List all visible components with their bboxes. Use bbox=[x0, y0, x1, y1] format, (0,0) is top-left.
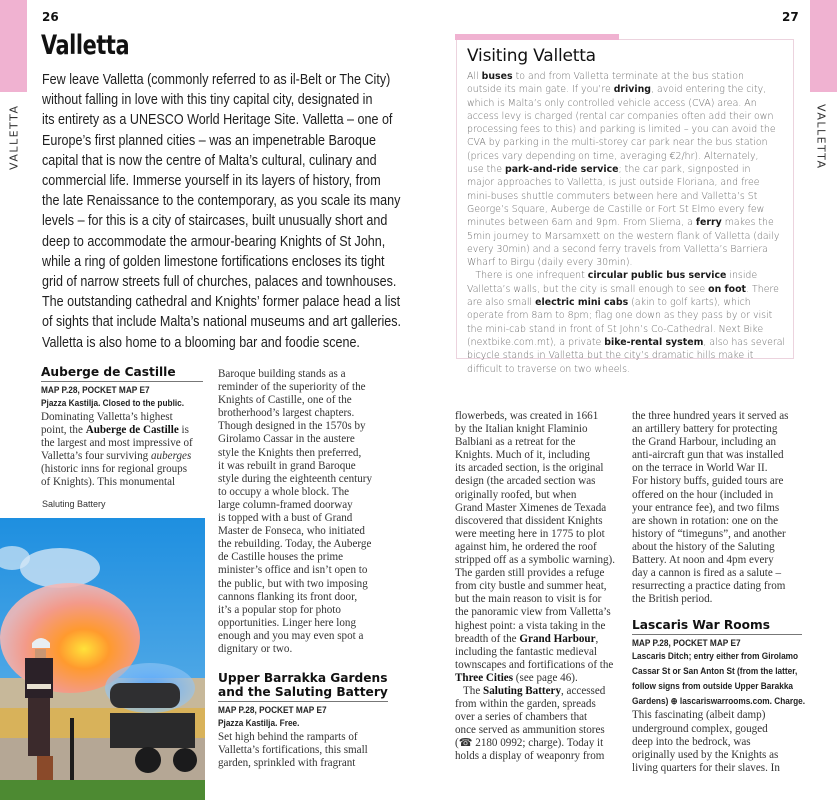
body-line: Knights. Much of it, including bbox=[455, 449, 590, 462]
bold-term: Three Cities bbox=[455, 671, 514, 684]
body-line: of Knights). This monumental bbox=[41, 476, 176, 489]
body-line: is topped with a bust of Grand bbox=[218, 512, 353, 525]
visiting-line: which is Malta’s only controlled vehicle access (CVA) area. An bbox=[467, 97, 757, 109]
bold-term: park-and-ride service bbox=[504, 164, 619, 176]
intro-line: of sights that include Malta’s national museums and art galleries. bbox=[42, 314, 402, 331]
intro-line: Europe’s first planned cities – was an impenetrable Baroque bbox=[42, 132, 376, 149]
body-line: Grand Master Ximenes de Texada bbox=[455, 501, 607, 514]
photo-caption: Saluting Battery bbox=[42, 499, 106, 509]
photo-illustration bbox=[0, 518, 205, 800]
body-line: the largest and most impressive of bbox=[41, 437, 193, 450]
intro-line: without falling in love with this tiny capital city, designated in bbox=[42, 92, 373, 109]
map-reference: MAP P.28, POCKET MAP E7 bbox=[218, 705, 327, 716]
intro-line: capital that is now the centre of Malta’s cultural, culinary and bbox=[42, 152, 377, 169]
body-line: stripped off as a symbolic warning). bbox=[455, 554, 616, 567]
entry-body-barrakka-c bbox=[455, 410, 625, 764]
page-title: Valletta bbox=[41, 30, 130, 61]
visiting-line: the mini-cab stand in front of St John’s Co-Cathedral. Next Bike bbox=[467, 323, 764, 335]
bold-term: buses bbox=[481, 71, 513, 82]
body-line: minister’s office and isn’t open to bbox=[218, 564, 368, 577]
body-line: flowerbeds, was created in 1661 bbox=[455, 410, 599, 422]
body-line: cannons flanking its front door, bbox=[218, 590, 358, 603]
section-label-left: VALLETTA bbox=[7, 104, 21, 170]
bold-term: on foot bbox=[708, 283, 747, 295]
visiting-box-title: Visiting Valletta bbox=[467, 46, 596, 66]
entry-heading-barrakka bbox=[218, 671, 388, 702]
entry-body-barrakka-d bbox=[632, 410, 802, 606]
column-c bbox=[455, 410, 625, 764]
body-line: deep into the bedrock, was bbox=[632, 735, 751, 748]
body-line: Girolamo Cassar in the austere bbox=[218, 433, 355, 446]
body-line: underground complex, gouged bbox=[632, 722, 768, 735]
body-line: (historic inns for regional groups bbox=[41, 463, 188, 476]
body-line: offered on the hour (included in bbox=[632, 488, 774, 501]
body-line: against him, he ordered the roof bbox=[455, 540, 597, 553]
body-line: Valletta’s fortifications, this small bbox=[218, 744, 368, 757]
bold-term: circular public bus service bbox=[587, 270, 727, 282]
intro-line: deep to accommodate the armour-bearing Knights of St John, bbox=[42, 233, 386, 250]
body-line: by the Italian knight Flaminio bbox=[455, 423, 588, 436]
body-line: an artillery battery for protecting bbox=[632, 423, 778, 436]
visiting-line: All buses to and from Valletta terminate at the bus station bbox=[467, 71, 744, 82]
address-line: Gardens) ⊕ lascariswarrooms.com. Charge. bbox=[632, 696, 806, 707]
body-line: style the Knights then preferred, bbox=[218, 446, 362, 459]
visiting-line: George’s Square, Auberge de Castille or Fort St Elmo every few bbox=[467, 203, 765, 215]
body-line: including the fantastic medieval bbox=[455, 645, 598, 658]
visiting-line: There is one infrequent circular public bus service inside bbox=[475, 270, 758, 282]
body-line: de Castille houses the prime bbox=[218, 551, 344, 564]
body-line: brotherhood’s largest chapters. bbox=[218, 407, 355, 420]
body-line: from city bustle and summer heat, bbox=[455, 580, 607, 593]
body-line: the British period. bbox=[632, 593, 713, 606]
visiting-line: (prices vary depending on time, averaging €2/hr). Alternately, bbox=[467, 150, 759, 162]
body-line: holds a display of weaponry from bbox=[455, 750, 605, 763]
body-line: Set high behind the ramparts of bbox=[218, 731, 358, 744]
visiting-line: operate from 8am to 8pm; flag one down as they pass by or visit bbox=[467, 310, 773, 322]
body-line: large column-framed doorway bbox=[218, 498, 353, 511]
body-line: living quarters for their slaves. In bbox=[632, 761, 780, 774]
bold-term: Saluting Battery bbox=[483, 684, 561, 697]
visiting-line: (nextbike.com.mt), a private bike-rental system, also has several bbox=[467, 336, 786, 348]
intro-line: Few leave Valletta (commonly referred to as il-Belt or The City) bbox=[42, 72, 391, 88]
intro-line: its entirety as a UNESCO World Heritage Site. Valletta – one of bbox=[42, 112, 393, 129]
body-line: garden, sprinkled with fragrant bbox=[218, 757, 356, 770]
bold-term: bike-rental system bbox=[604, 336, 704, 348]
section-label-right: VALLETTA bbox=[814, 104, 828, 170]
body-line: discovered that dissident Knights bbox=[455, 514, 603, 527]
body-line: it was rebuilt in grand Baroque bbox=[218, 459, 356, 472]
body-line: once served as ammunition stores bbox=[455, 724, 605, 737]
column-b bbox=[218, 368, 388, 770]
body-line: the public, but with two imposing bbox=[218, 577, 368, 590]
body-line: Balbiani as a retreat for the bbox=[455, 436, 576, 449]
entry-heading-lascaris: Lascaris War Rooms bbox=[632, 618, 802, 635]
cloud bbox=[20, 548, 100, 588]
bold-term: Auberge de Castille bbox=[85, 424, 179, 437]
visiting-line: processing fees to this) and parking is limited – you can avoid the bbox=[467, 124, 776, 136]
visiting-line: major approaches to Valletta, is just outside Floriana, and free bbox=[467, 177, 760, 189]
body-line: dignitary or two. bbox=[218, 642, 293, 655]
visiting-line: every 30min) and a second ferry travels from Valletta’s Barriera bbox=[467, 243, 768, 255]
body-line: This fascinating (albeit damp) bbox=[632, 709, 766, 722]
page-number-right: 27 bbox=[782, 10, 799, 24]
visiting-line: are also small electric mini cabs (akin to golf karts), which bbox=[467, 297, 751, 309]
bold-term: driving bbox=[613, 84, 652, 96]
grass bbox=[0, 780, 205, 800]
body-line: breadth of the Grand Harbour, bbox=[455, 632, 599, 645]
body-line: originally used by the Knights as bbox=[632, 748, 779, 761]
entry-body-lascaris bbox=[632, 709, 802, 774]
bold-term: Grand Harbour bbox=[519, 632, 596, 645]
address-line: Pjazza Kastilja. Closed to the public. bbox=[41, 398, 185, 408]
body-line: history of “timeguns”, and another bbox=[632, 527, 786, 540]
visiting-line: difficult to traverse on two wheels. bbox=[467, 363, 630, 375]
body-line: reminder of the superiority of the bbox=[218, 381, 366, 394]
body-line: it’s a popular stop for photo bbox=[218, 603, 341, 616]
visiting-line: outside its main gate. If you’re driving, avoid entering the city, bbox=[467, 84, 767, 96]
intro-line: The outstanding cathedral and Knights’ former palace head a list bbox=[42, 294, 401, 311]
address-line: Lascaris Ditch; entry either from Girolamo bbox=[632, 651, 799, 662]
body-line: originally roofed, but when bbox=[455, 488, 577, 501]
body-line: Dominating Valletta’s highest bbox=[41, 411, 173, 423]
body-line: resurrecting a practice dating from bbox=[632, 580, 786, 593]
body-line: Knights of Castille, one of the bbox=[218, 394, 352, 407]
body-line: enough and you may even spot a bbox=[218, 629, 364, 642]
visiting-line: bicycle stands in Valletta but the city’s dramatic hills make it bbox=[467, 350, 754, 362]
intro-line: grid of narrow streets full of churches, palaces and townhouses. bbox=[42, 274, 397, 291]
chain-post bbox=[70, 718, 74, 780]
address-line: Cassar St or San Anton St (from the latter, bbox=[632, 666, 798, 677]
column-d bbox=[632, 410, 806, 775]
body-line: opportunities. Linger here long bbox=[218, 616, 357, 629]
map-reference: MAP P.28, POCKET MAP E7 bbox=[632, 638, 741, 649]
body-line: townscapes and fortifications of the bbox=[455, 658, 614, 671]
visiting-line: CVA by parking in the multi-storey car park near the bus station bbox=[467, 137, 768, 149]
body-line: about the history of the Saluting bbox=[632, 540, 775, 553]
entry-heading-auberge: Auberge de Castille bbox=[41, 365, 203, 382]
visiting-line: access levy is charged (rental car companies often add their own bbox=[467, 110, 774, 122]
body-line: the three hundred years it served as bbox=[632, 410, 789, 422]
visiting-line: Valletta’s walls, but the city is small enough to see on foot. There bbox=[467, 283, 779, 295]
body-line: on the terrace in World War II. bbox=[632, 462, 768, 475]
body-line: the rebuilding. Today, the Auberge bbox=[218, 538, 372, 551]
body-line: the Grand Harbour, including an bbox=[632, 436, 777, 449]
address-line: follow signs from outside Upper Barakka bbox=[632, 681, 794, 692]
column-a bbox=[41, 365, 203, 490]
body-line: Though designed in the 1570s by bbox=[218, 420, 366, 433]
section-tab-left bbox=[0, 0, 27, 92]
body-line: point, the Auberge de Castille is bbox=[41, 424, 189, 437]
body-line: day a cannon is fired as a salute – bbox=[632, 567, 782, 580]
body-line: over a series of chambers that bbox=[455, 711, 588, 724]
bold-term: ferry bbox=[695, 217, 722, 229]
body-line: The garden still provides a refuge bbox=[455, 567, 605, 580]
visiting-line: use the park-and-ride service; the car park, signposted in bbox=[467, 164, 751, 176]
body-line: to occupy a whole block. The bbox=[218, 485, 350, 498]
visiting-line: Wharf to Birgu (daily every 30min). bbox=[467, 257, 633, 269]
heading-line: Upper Barrakka Gardens bbox=[218, 671, 388, 686]
body-line: (☎ 2180 0992; charge). Today it bbox=[455, 737, 604, 750]
body-line: the panoramic view from Valletta’s bbox=[455, 606, 611, 619]
intro-line: Valletta is also home to a blooming bar and foodie scene. bbox=[42, 334, 360, 351]
body-line: Three Cities (see page 46). bbox=[455, 671, 578, 684]
intro-line: the late Renaissance to the contemporary, as you scale its many bbox=[42, 193, 401, 210]
italic-term: auberges bbox=[151, 450, 192, 463]
entry-body-barrakka-b bbox=[218, 731, 388, 770]
body-line: Valletta’s four surviving auberges bbox=[41, 450, 192, 463]
visiting-box-accent-bar bbox=[455, 34, 619, 40]
body-line: For history buffs, guided tours are bbox=[632, 475, 784, 488]
intro-line: commercial life. Immerse yourself in its layers of history, from bbox=[42, 173, 381, 190]
intro-line: while a ring of golden limestone fortifications encloses its tight bbox=[42, 253, 385, 270]
body-line: but the main reason to visit is for bbox=[455, 593, 602, 606]
body-line: design (the arcaded section was bbox=[455, 475, 596, 488]
page-number-left: 26 bbox=[42, 10, 59, 24]
body-line: Baroque building stands as a bbox=[218, 368, 346, 380]
address-block bbox=[632, 649, 806, 709]
saluting-battery-photo bbox=[0, 518, 205, 800]
body-line: Battery. At noon and 4pm every bbox=[632, 554, 774, 567]
visiting-box-body bbox=[467, 70, 786, 376]
heading-line: and the Saluting Battery bbox=[218, 685, 388, 702]
visiting-line: minutes between 6am and 9pm. From Sliema, a ferry makes the bbox=[467, 217, 774, 229]
section-tab-right bbox=[810, 0, 837, 92]
intro-paragraph bbox=[42, 70, 402, 353]
visiting-line: mini-buses shuttle commuters between here and Valletta’s St bbox=[467, 190, 758, 202]
intro-line: levels – for this is a city of staircases, built unusually short and bbox=[42, 213, 388, 230]
entry-body-auberge-b bbox=[218, 368, 388, 656]
body-line: its arcaded section, is the original bbox=[455, 462, 604, 475]
body-line: are shown in rotation: one on the bbox=[632, 514, 779, 527]
body-line: style during the eighteenth century bbox=[218, 472, 373, 485]
bold-term: electric mini cabs bbox=[535, 297, 629, 309]
body-line: from within the garden, spreads bbox=[455, 698, 596, 711]
body-line: The Saluting Battery, accessed bbox=[463, 684, 606, 697]
body-line: were meeting here in 1775 to plot bbox=[455, 527, 605, 540]
visiting-line: 5min journey to Marsamxett on the western flank of Valletta (daily bbox=[467, 230, 780, 242]
bucket bbox=[37, 756, 53, 780]
body-line: your entrance fee), and two films bbox=[632, 501, 780, 514]
map-reference: MAP P.28, POCKET MAP E7 bbox=[41, 385, 150, 395]
address-line: Pjazza Kastilja. Free. bbox=[218, 718, 300, 729]
body-line: anti-aircraft gun that was installed bbox=[632, 449, 784, 462]
body-line: highest point: a vista taking in the bbox=[455, 619, 606, 632]
body-line: Master de Fonseca, who initiated bbox=[218, 525, 365, 538]
entry-body-auberge-a bbox=[41, 411, 203, 490]
